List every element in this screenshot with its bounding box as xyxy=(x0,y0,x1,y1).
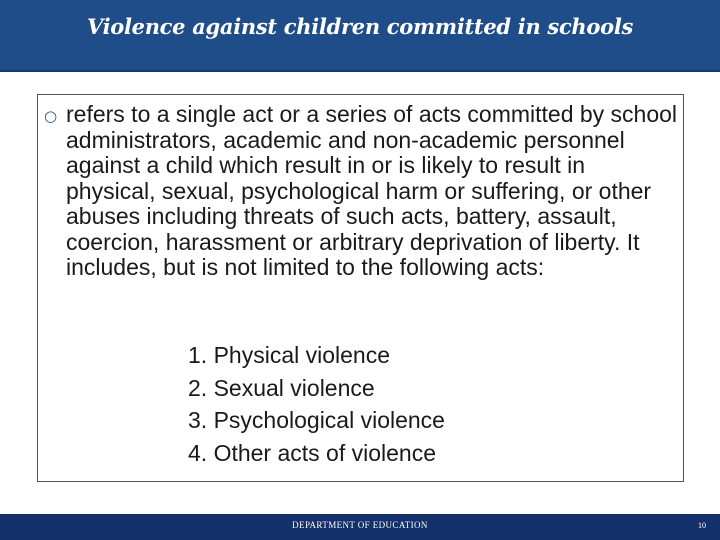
list-item: 1. Physical violence xyxy=(188,342,390,368)
page-number: 10 xyxy=(698,521,706,530)
footer-bar xyxy=(0,514,720,540)
acts-list xyxy=(188,339,445,469)
footer-organization: DEPARTMENT OF EDUCATION xyxy=(292,520,428,530)
slide-title: Violence against children committed in schools xyxy=(86,14,634,39)
list-item: 4. Other acts of violence xyxy=(188,439,437,466)
content-box xyxy=(37,94,684,482)
list-item: 3. Psychological violence xyxy=(188,407,445,433)
title-bar xyxy=(0,0,720,72)
open-circle-bullet-icon: ○ xyxy=(44,107,58,125)
list-item: 2. Sexual violence xyxy=(188,374,375,401)
bullet-paragraph xyxy=(44,102,678,281)
definition-text: refers to a single act or a series of acts committed by school administrators, academic and non-academic personnel against a child which result in or is likely to result in physical, sexual, psychological harm or suffering, or other abuses including threats of such acts, battery, assault, coercion, harassment or arbitrary deprivation of liberty. It includes, but is not limited to the following acts: xyxy=(66,101,678,280)
